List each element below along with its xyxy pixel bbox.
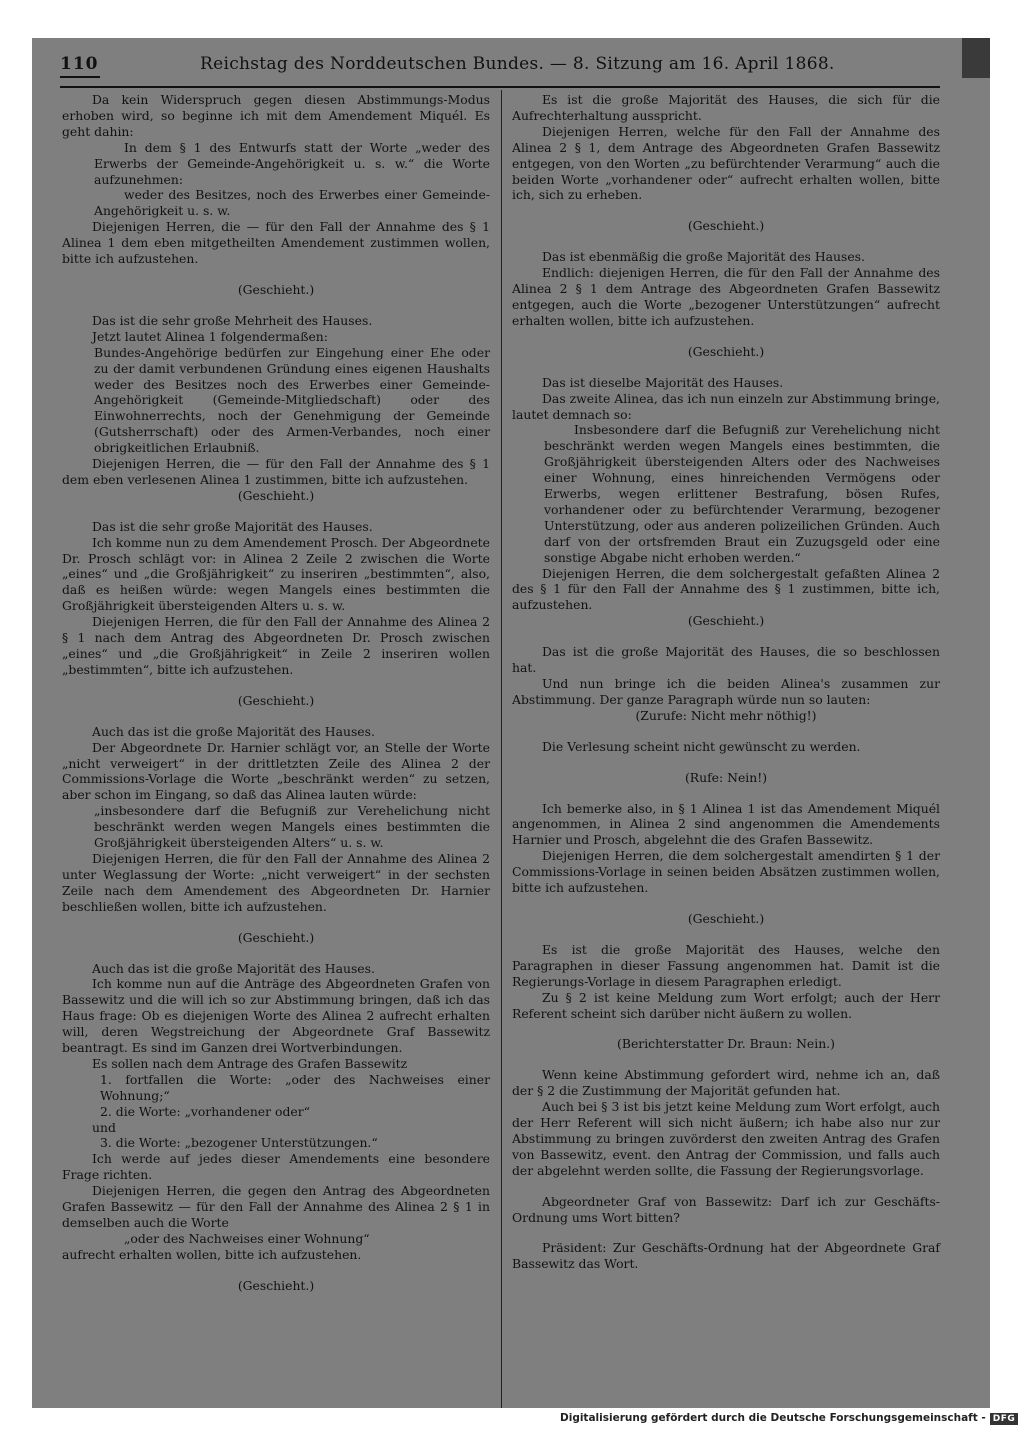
running-head: Reichstag des Norddeutschen Bundes. — 8. Sitzung am 16. April 1868. [200, 54, 835, 74]
left-column-paragraph: In dem § 1 des Entwurfs statt der Worte „weder des Erwerbs der Gemeinde-Angehörigkeit u. s. w.“ die Worte aufzunehmen: [94, 139, 490, 187]
left-column-paragraph: Der Abgeordnete Dr. Harnier schlägt vor, an Stelle der Worte „nicht verweigert“ in der drittletzten Zeile des Alinea 2 der Commissions-Vorlage die Worte „beschränkt werden“ zu setzen, aber schon im Eingang, so daß das Alinea lauten würde: [62, 739, 490, 803]
page-number: 110 [60, 54, 99, 74]
right-column-paragraph: Diejenigen Herren, welche für den Fall der Annahme des Alinea 2 § 1, dem Antrage des Abgeordneten Grafen Bassewitz entgegen, von den Worten „zu befürchtender Verarmung“ auch die beiden Worte „vorhandener oder“ aufrecht erhalten wollen, bitte ich, sich zu erheben. [512, 123, 940, 203]
left-column-paragraph: (Geschieht.) [237, 929, 315, 945]
scanned-page [32, 38, 990, 1408]
left-column-paragraph: 1. fortfallen die Worte: „oder des Nachweises einer Wohnung;“ [100, 1071, 490, 1103]
left-column-paragraph: Ich komme nun zu dem Amendement Prosch. Der Abgeordnete Dr. Prosch schlägt vor: in Alinea 2 Zeile 2 zwischen die Worte „eines“ und „die Großjährigkeit“ zu inseriren „bestimmten“, also, daß es heißen würde: wegen Mangels eines bestimmten die Großjährigkeit übersteigenden Alters u. s. w. [62, 534, 490, 614]
footer-text: Digitalisierung gefördert durch die Deutsche Forschungsgemeinschaft - [560, 1412, 986, 1424]
right-column-paragraph: Diejenigen Herren, die dem solchergestalt amendirten § 1 der Commissions-Vorlage in seinen beiden Absätzen zustimmen wollen, bitte ich aufzustehen. [512, 848, 940, 896]
left-column-paragraph: Ich komme nun auf die Anträge des Abgeordneten Grafen von Bassewitz und die will ich so zur Abstimmung bringen, daß ich das Haus frage: Ob es diejenigen Worte des Alinea 2 aufrecht erhalten will, deren Wegstreichung der Abgeordnete Graf Bassewitz beantragt. Es sind im Ganzen drei Wortverbindungen. [62, 976, 490, 1056]
right-column-paragraph: Ich bemerke also, in § 1 Alinea 1 ist das Amendement Miquél angenommen, in Alinea 2 sind angenommen die Amendements Harnier und Prosch, abgelehnt die des Grafen Bassewitz. [512, 800, 940, 848]
right-column-paragraph: Das ist ebenmäßig die große Majorität des Hauses. [542, 249, 865, 265]
right-column-paragraph: Auch bei § 3 ist bis jetzt keine Meldung zum Wort erfolgt, auch der Herr Referent will sich nicht äußern; ich habe also nur zur Abstimmung zu bringen zuvörderst den zweiten Antrag des Grafen von Bassewitz, event. den Antrag der Commission, und falls auch der abgelehnt werden sollte, die Fassung der Regierungsvorlage. [512, 1099, 940, 1178]
right-column-paragraph: Und nun bringe ich die beiden Alinea's zusammen zur Abstimmung. Der ganze Paragraph würde nun so lauten: [512, 676, 940, 707]
footer-credit [560, 1412, 1016, 1430]
left-column-paragraph: Es sollen nach dem Antrage des Grafen Bassewitz [92, 1055, 408, 1071]
left-column-paragraph: „oder des Nachweises einer Wohnung“ [124, 1230, 370, 1246]
page-number-underline [60, 76, 100, 78]
left-column-paragraph: (Geschieht.) [237, 281, 315, 297]
right-column-paragraph: Insbesondere darf die Befugniß zur Verehelichung nicht beschränkt werden wegen Mangels eines bestimmten, die Großjährigkeit übersteigenden Alters oder des Nachweises einer Wohnung, eines hinreichenden Vermögens oder Erwerbs, wegen erlittener Bestrafung, bösen Rufes, vorhandener oder zu befürchtender Verarmung, bezogener Unterstützung, oder aus anderen polizeilichen Gründen. Auch darf von der ortsfremden Braut ein Zuzugsgeld oder eine sonstige Abgabe nicht erhoben werden.“ [544, 422, 940, 565]
left-column-paragraph: Ich werde auf jedes dieser Amendements eine besondere Frage richten. [62, 1151, 490, 1183]
right-column-paragraph: Das ist dieselbe Majorität des Hauses. [542, 374, 784, 390]
left-column-paragraph: 3. die Worte: „bezogener Unterstützungen.“ [100, 1135, 378, 1151]
left-column-paragraph: Diejenigen Herren, die gegen den Antrag des Abgeordneten Grafen Bassewitz — für den Fall der Annahme des Alinea 2 § 1 in demselben auch die Worte [62, 1183, 490, 1230]
left-column-paragraph: 2. die Worte: „vorhandener oder“ [100, 1103, 310, 1119]
left-column-paragraph: Diejenigen Herren, die — für den Fall der Annahme des § 1 dem eben verlesenen Alinea 1 zustimmen, bitte ich aufzustehen. [62, 456, 490, 487]
page-header [60, 52, 940, 80]
right-column-paragraph: Diejenigen Herren, die dem solchergestalt gefaßten Alinea 2 des § 1 für den Fall der Annahme des § 1 zustimmen, bitte ich, aufzustehen. [512, 565, 940, 613]
right-column-paragraph: (Geschieht.) [687, 613, 765, 629]
right-column [512, 92, 940, 1272]
right-column-paragraph: (Geschieht.) [687, 218, 765, 234]
right-column-paragraph: Das ist die große Majorität des Hauses, die so beschlossen hat. [512, 644, 940, 676]
right-column-paragraph: (Rufe: Nein!) [684, 769, 768, 785]
left-column-paragraph: (Geschieht.) [237, 692, 315, 708]
right-column-paragraph: Die Verlesung scheint nicht gewünscht zu werden. [542, 738, 861, 754]
right-column-paragraph: Zu § 2 ist keine Meldung zum Wort erfolgt; auch der Herr Referent scheint sich darüber nicht äußern zu wollen. [512, 989, 940, 1021]
right-column-paragraph: (Berichterstatter Dr. Braun: Nein.) [617, 1036, 835, 1052]
right-column-paragraph: Wenn keine Abstimmung gefordert wird, nehme ich an, daß der § 2 die Zustimmung der Majorität gefunden hat. [512, 1067, 940, 1099]
right-column-paragraph: (Geschieht.) [687, 343, 765, 359]
right-column-paragraph: Präsident: Zur Geschäfts-Ordnung hat der Abgeordnete Graf Bassewitz das Wort. [512, 1240, 940, 1272]
left-column-paragraph: (Geschieht.) [237, 1277, 315, 1293]
right-column-paragraph: Das zweite Alinea, das ich nun einzeln zur Abstimmung bringe, lautet demnach so: [512, 390, 940, 422]
right-column-paragraph: Endlich: diejenigen Herren, die für den Fall der Annahme des Alinea 2 § 1 dem Antrage des Abgeordneten Grafen Bassewitz entgegen, auch die Worte „bezogener Unterstützungen“ aufrecht erhalten wollen, bitte ich aufzustehen. [512, 265, 940, 328]
left-column-paragraph: Jetzt lautet Alinea 1 folgendermaßen: [92, 328, 328, 344]
left-column [62, 92, 490, 1294]
left-column-paragraph: (Geschieht.) [237, 487, 315, 503]
left-column-paragraph: und [92, 1119, 116, 1135]
left-column-paragraph: Da kein Widerspruch gegen diesen Abstimmungs-Modus erhoben wird, so beginne ich mit dem Amendement Miquél. Es geht dahin: [62, 92, 490, 139]
left-column-paragraph: Diejenigen Herren, die für den Fall der Annahme des Alinea 2 § 1 nach dem Antrag des Abgeordneten Dr. Prosch zwischen „eines“ und „die Großjährigkeit“ in Zeile 2 inseriren wollen „bestimmten“, bitte ich aufzustehen. [62, 614, 490, 677]
left-column-paragraph: Auch das ist die große Majorität des Hauses. [92, 723, 375, 739]
left-column-paragraph: Bundes-Angehörige bedürfen zur Eingehung einer Ehe oder zu der damit verbundenen Gründung eines eigenen Haushalts weder des Besitzes noch des Erwerbes einer Gemeinde-Angehörigkeit (Gemeinde-Mitgliedschaft) oder des Einwohnerrechts, noch der Genehmigung der Gemeinde (Gutsherrschaft) oder des Armen-Verbandes, noch einer obrigkeitlichen Erlaubniß. [94, 344, 490, 456]
right-column-paragraph: Es ist die große Majorität des Hauses, die sich für die Aufrechterhaltung ausspricht. [512, 92, 940, 123]
left-column-paragraph: Auch das ist die große Majorität des Hauses. [92, 960, 375, 976]
left-column-paragraph: aufrecht erhalten wollen, bitte ich aufzustehen. [62, 1246, 362, 1262]
scan-edge-shadow [962, 38, 990, 78]
left-column-paragraph: Diejenigen Herren, die für den Fall der Annahme des Alinea 2 unter Weglassung der Worte: „nicht verweigert“ in der sechsten Zeile nach dem Amendement des Abgeordneten Dr. Harnier beschließen wollen, bitte ich aufzustehen. [62, 850, 490, 914]
column-divider [501, 90, 502, 1408]
left-column-paragraph: Das ist die sehr große Mehrheit des Hauses. [92, 312, 373, 328]
left-column-paragraph: Das ist die sehr große Majorität des Hauses. [92, 518, 373, 534]
right-column-paragraph: (Geschieht.) [687, 910, 765, 926]
header-rule [60, 86, 940, 88]
dfg-logo: DFG [990, 1413, 1018, 1425]
left-column-paragraph: weder des Besitzes, noch des Erwerbes einer Gemeinde-Angehörigkeit u. s. w. [94, 187, 490, 219]
left-column-paragraph: Diejenigen Herren, die — für den Fall der Annahme des § 1 Alinea 1 dem eben mitgetheilten Amendement zustimmen wollen, bitte ich aufzustehen. [62, 219, 490, 267]
right-column-paragraph: (Zurufe: Nicht mehr nöthig!) [635, 707, 817, 723]
right-column-paragraph: Abgeordneter Graf von Bassewitz: Darf ich zur Geschäfts-Ordnung ums Wort bitten? [512, 1193, 940, 1225]
left-column-paragraph: „insbesondere darf die Befugniß zur Verehelichung nicht beschränkt werden wegen Mangels eines bestimmten die Großjährigkeit übersteigenden Alters“ u. s. w. [94, 803, 490, 851]
right-column-paragraph: Es ist die große Majorität des Hauses, welche den Paragraphen in dieser Fassung angenommen hat. Damit ist die Regierungs-Vorlage in diesem Paragraphen erledigt. [512, 941, 940, 989]
